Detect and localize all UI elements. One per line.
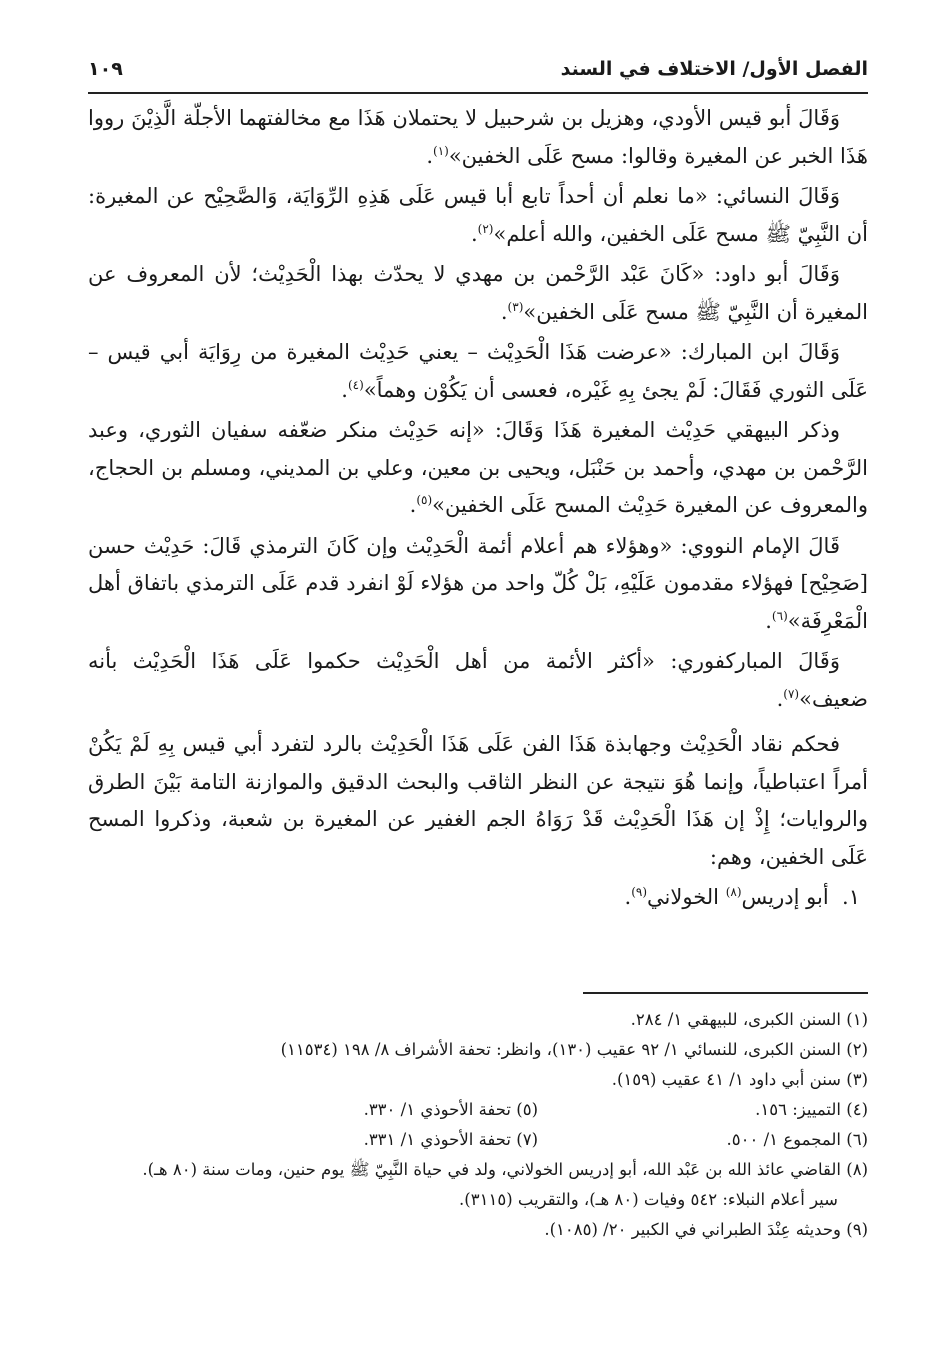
footnote-marker: (٨)	[725, 885, 742, 899]
footnote: (٢) السنن الكبرى، للنسائي ١/ ٩٢ عقيب (١٣٠)، وانظر: تحفة الأشراف ٨/ ١٩٨ (١١٥٣٤)	[280, 1040, 868, 1059]
footnote-marker: (٣)	[507, 299, 524, 314]
footnote: (٦) المجموع ١/ ٥٠٠.	[726, 1130, 868, 1149]
chapter-title: الفصل الأول/ الاختلاف في السند	[560, 58, 868, 80]
paragraph: وَقَالَ أبو داود: «كَانَ عَبْد الرَّحْمن بن مهدي لا يحدّث بهذا الْحَدِيْث؛ لأن المعروف عن المغيرة أن النَّبِيّ ﷺ مسح عَلَى الخفين»$^{(٣)}$.	[88, 262, 868, 324]
paragraph: وذكر البيهقي حَدِيْث المغيرة هَذَا وَقَالَ: «إنه حَدِيْث منكر ضعّفه سفيان الثوري، وعبد الرَّحْمن بن مهدي، وأحمد بن حَنْبَل، ويحيى بن معين، وعلي بن المديني، ومسلم بن الحجاج، والمعروف عن المغيرة حَدِيْث المسح عَلَى الخفين»$^{(٥)}$.	[88, 418, 868, 517]
footnote-marker: (٤)	[347, 377, 364, 392]
footnote-marker: (٩)	[631, 885, 648, 899]
footnote-continuation: سير أعلام النبلاء: ٥٤٢ وفيات (٨٠ هـ)، والتقريب (٣١١٥).	[459, 1190, 838, 1209]
footnote: (١) السنن الكبرى، للبيهقي ١/ ٢٨٤.	[630, 1010, 868, 1029]
header-divider	[88, 92, 868, 94]
paragraph: وَقَالَ أبو قيس الأودي، وهزيل بن شرحبيل لا يحتملان هَذَا مع مخالفتهما الأجلّة الَّذِيْنَ رووا هَذَا الخبر عن المغيرة وقالوا: مسح عَلَى الخفين»$^{(١)}$.	[88, 106, 868, 168]
footnotes	[88, 1005, 868, 1245]
paragraph: وَقَالَ ابن المبارك: «عرضت هَذَا الْحَدِيْث – يعني حَدِيْث المغيرة من رِوَايَة أبي قيس – عَلَى الثوري فَقَالَ: لَمْ يجئ بِهِ غَيْره، فعسى أن يَكُوْن وهماً»$^{(٤)}$.	[88, 340, 868, 402]
footnote: (٥) تحفة الأحوذي ١/ ٣٣٠.	[363, 1100, 538, 1119]
footnote-divider	[583, 992, 868, 994]
footnote: (٤) التمييز: ١٥٦.	[755, 1100, 868, 1119]
footnote-marker: (٦)	[771, 608, 788, 623]
footnote-row	[88, 1095, 868, 1125]
footnote-row	[88, 1125, 868, 1155]
footnote: (٨) القاضي عائذ الله بن عَبْد الله، أبو إدريس الخولاني، ولد في حياة النَّبِيّ ﷺ يوم حنين، ومات سنة (٨٠ هـ).	[142, 1160, 868, 1179]
paragraph: وَقَالَ النسائي: «ما نعلم أن أحداً تابع أبا قيس عَلَى هَذِهِ الرِّوَايَة، وَالصَّحِيْح عن المغيرة: أن النَّبِيّ ﷺ مسح عَلَى الخفين، والله أعلم»$^{(٢)}$.	[88, 184, 868, 246]
paragraph: وَقَالَ المباركفوري: «أكثر الأئمة من أهل الْحَدِيْث حكموا عَلَى هَذَا الْحَدِيْث بأنه ضعيف»$^{(٧)}$.	[88, 649, 868, 711]
footnote: (٩) وحديثه عِنْدَ الطبراني في الكبير ٢٠/ (١٠٨٥).	[544, 1220, 868, 1239]
page-number: ١٠٩	[88, 58, 123, 80]
list-item: ١. أبو إدريس$^{(٨)}$ الخولاني$^{(٩)}$.	[624, 885, 860, 909]
footnote: (٣) سنن أبي داود ١/ ٤١ عقيب (١٥٩).	[611, 1070, 868, 1089]
paragraph: فحكم نقاد الْحَدِيْث وجهابذة هَذَا الفن عَلَى هَذَا الْحَدِيْث بالرد لتفرد أبي قيس بِهِ لَمْ يَكُنْ أمراً اعتباطياً، وإنما هُوَ نتيجة عن النظر الثاقب والبحث الدقيق والموازنة التامة بَيْنَ الطرق والروايات؛ إِذْ إن هَذَا الْحَدِيْث قَدْ رَوَاهُ الجم الغفير عن المغيرة بن شعبة، وذكروا المسح عَلَى الخفين، وهم:	[88, 732, 868, 869]
main-text	[88, 100, 868, 917]
book-page	[88, 52, 868, 1342]
footnote-marker: (٥)	[416, 493, 433, 507]
running-header	[88, 52, 868, 86]
footnote-marker: (١)	[433, 143, 449, 158]
footnote-marker: (٧)	[783, 686, 800, 701]
footnote: (٧) تحفة الأحوذي ١/ ٣٣١.	[363, 1130, 538, 1149]
list-number: ١.	[842, 885, 860, 909]
footnote-marker: (٢)	[477, 221, 494, 236]
paragraph: قَالَ الإمام النووي: «وهؤلاء هم أعلام أئمة الْحَدِيْث وإن كَانَ الترمذي قَالَ: حَدِيْث حسن [صَحِيْح] فهؤلاء مقدمون عَلَيْهِ، بَلْ كُلّ واحد من هؤلاء لَوْ انفرد قدم عَلَى الترمذي باتفاق أهل الْمَعْرِفَة»$^{(٦)}$.	[88, 533, 868, 633]
